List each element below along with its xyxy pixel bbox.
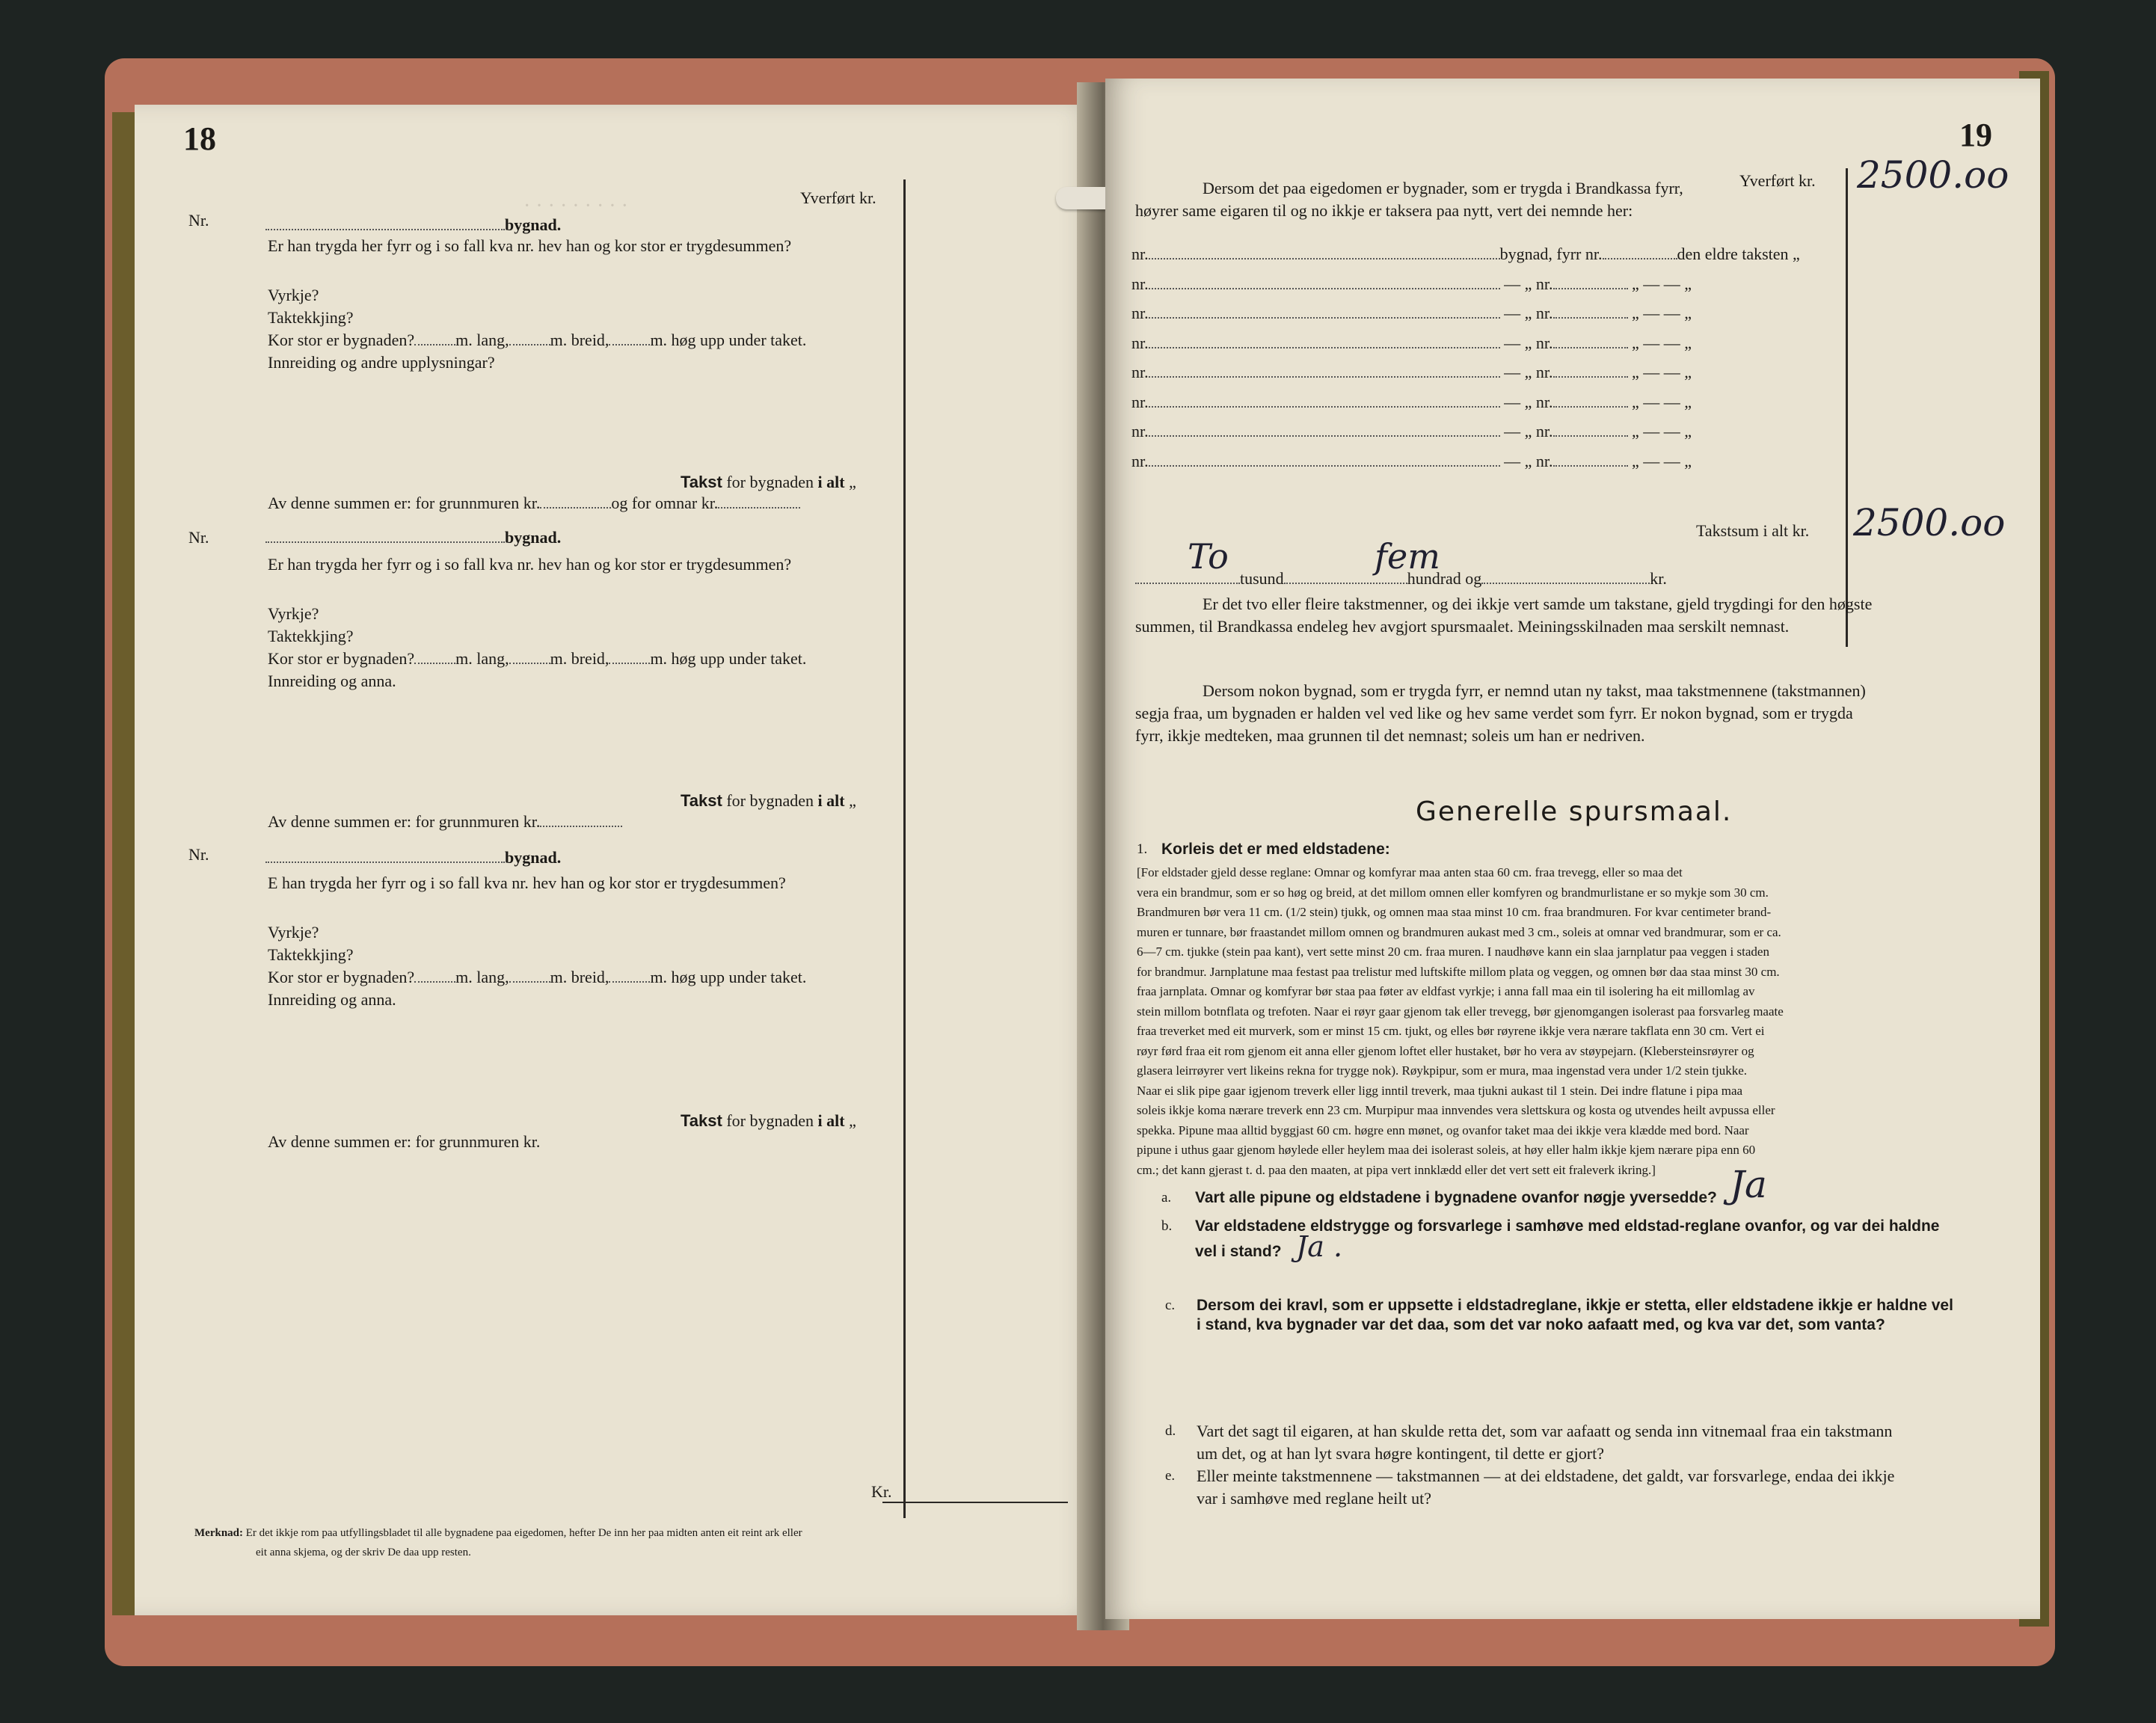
grunnmur-line: Av denne summen er: for grunnmuren kr. [268, 1132, 541, 1151]
page-number: 18 [183, 120, 216, 157]
intro-line-1: Dersom det paa eigedomen er bygnader, som er trygda i Brandkassa fyrr, [1203, 179, 1683, 197]
q1body-line: 6—7 cm. tjukke (stein paa kant), vert sette minst 20 cm. fraa muren. I naudhøve kann ein slaa jarnplatur paa veggen i staden [1137, 945, 1769, 959]
q1body-line: fraa jarnplata. Omnar og komfyrar bør staa paa føter av eldfast vyrkje; i anna fall maa ein til isolering ha eit millomlag av [1137, 984, 1755, 998]
total-kr-label: Kr. [871, 1482, 892, 1501]
vyrkje-label: Vyrkje? [268, 923, 319, 942]
innreiding-label: Innreiding og anna. [268, 990, 396, 1009]
qb-question-line-2: vel i stand? [1195, 1243, 1282, 1260]
q1-label: 1. [1137, 841, 1148, 857]
prior-building-row: nr. — „ nr. „ — — „ [1131, 333, 1692, 352]
amount-column-rule [1846, 168, 1848, 647]
takstsum-label: Takstsum i alt kr. [1696, 521, 1810, 540]
taktekkjing-label: Taktekkjing? [268, 308, 354, 327]
carry-over-amount: 2500.oo [1857, 153, 2009, 197]
size-line: Kor stor er bygnaden? m. lang, m. breid, m. høg upp under taket. [268, 331, 807, 349]
left-page [135, 105, 1099, 1615]
q1body-line: glasera leirrøyrer vert likeins rekna for trygge nok). Røykpipur, som er mura, maa ingenstad vera under 1/2 stein tjukke. [1137, 1063, 1748, 1078]
taktekkjing-label: Taktekkjing? [268, 945, 354, 964]
para1-line: summen, til Brandkassa endeleg hev avgjort spursmaalet. Meiningsskilnaden maa serskilt nemnast. [1135, 617, 1790, 636]
para2-line: segja fraa, um bygnaden er halden vel ved like og hev same verdet som fyrr. Er nokon bygnad, som er trygda [1135, 704, 1853, 722]
merknad-line-2: eit anna skjema, og der skriv De daa upp resten. [256, 1547, 471, 1558]
grunnmur-line: Av denne summen er: for grunnmuren kr. [268, 812, 622, 832]
trygda-question: Er han trygda her fyrr og i so fall kva nr. hev han og kor stor er trygdesummen? [268, 555, 792, 574]
amount-words-line: tusund hundrad og kr. [1135, 569, 1667, 589]
q1body-line: vera ein brandmur, som er so høg og breid, at det millom omnen eller komfyren og brandmurlistane er so mykje som 30 cm. [1137, 885, 1769, 900]
prior-building-row: nr. — „ nr. „ — — „ [1131, 422, 1692, 440]
qa-answer: Ja [1730, 1163, 1767, 1206]
qb-answer: Ja . [1296, 1230, 1343, 1263]
qc-question-line-2: i stand, kva bygnader var det daa, som det var noko aafaatt med, og kva var det, som vanta? [1197, 1316, 1885, 1333]
qc-question-line-1: Dersom dei kravl, som er uppsette i eldstadreglane, ikkje er stetta, eller eldstadene ikkje er haldne vel [1197, 1297, 1953, 1314]
bygnad-field: bygnad. [265, 848, 561, 867]
right-page [1105, 79, 2040, 1619]
nr-label: Nr. [188, 845, 209, 864]
q1body-line: cm.; det kann gjerast t. d. paa den maaten, at pipa vert innklædd eller det vert sett eit fraleverk ikring.] [1137, 1162, 1656, 1177]
qe-question-line-2: var i samhøve med reglane heilt ut? [1197, 1489, 1431, 1508]
q1body-line: røyr førd fraa eit rom gjenom eit anna eller gjenom loftet eller hustaket, bør ho vera av støypejarn. (Klebersteinsrøyrer og [1137, 1043, 1754, 1058]
q1-title: Korleis det er med eldstadene: [1161, 841, 1390, 858]
size-line: Kor stor er bygnaden? m. lang, m. breid, m. høg upp under taket. [268, 968, 807, 986]
qa-question: Vart alle pipune og eldstadene i bygnadene ovanfor nøgje yversedde? [1195, 1189, 1717, 1206]
innreiding-label: Innreiding og anna. [268, 672, 396, 690]
q1body-line: Brandmuren bør vera 11 cm. (1/2 stein) tjukk, og omnen maa staa minst 10 cm. fraa brandmuren. For kvar centimeter brand- [1137, 905, 1772, 919]
total-rule [882, 1502, 1068, 1503]
qe-label: e. [1165, 1468, 1176, 1484]
qb-question-line-1: Var eldstadene eldstrygge og forsvarlege i samhøve med eldstad-reglane ovanfor, og var dei haldne [1195, 1217, 1940, 1235]
amount-column-rule [903, 179, 906, 1518]
intro-line-2: høyrer same eigaren til og no ikkje er taksera paa nytt, vert dei nemnde her: [1135, 201, 1633, 220]
show-through-text: · · · · · · · · · [523, 194, 628, 218]
nr-label: Nr. [188, 528, 209, 547]
qe-question-line-1: Eller meinte takstmennene — takstmannen — at dei eldstadene, det galdt, var forsvarlege, endaa dei ikkje [1197, 1466, 1895, 1485]
q1body-line: pipune i uthus gaar gjenom høylede eller heylem maa dei isolerast soleis, at høy eller halm ikkje kjem nærare pipa enn 60 [1137, 1143, 1756, 1157]
q1body-line: Naar ei slik pipe gaar igjenom treverk eller ligg inntil treverk, maa tjukni aukast til 1 stein. Dei indre flatune i pipa maa [1137, 1083, 1743, 1098]
para1-line: Er det tvo eller fleire takstmenner, og dei ikkje vert samde um takstane, gjeld trygdingi for den høgste [1203, 595, 1873, 613]
q1body-line: muren er tunnare, bør fraastandet millom omnen og brandmuren aukast med 3 cm., soleis at omnar ved brandmurar, som er ca. [1137, 924, 1781, 939]
prior-building-row: nr. — „ nr. „ — — „ [1131, 363, 1692, 381]
q1body-line: stein millom botnflata og trefoten. Naar ei røyr gaar gjenom tak eller trevegg, bør gjenomgangen isolerast paa forsvarleg maate [1137, 1004, 1784, 1019]
q1body-line: for brandmur. Jarnplatune maa festast paa trelistur med luftskifte millom plata og veggen, og omnen bør daa staa minst 30 cm. [1137, 964, 1780, 979]
amount-words-tusund: To [1188, 536, 1229, 577]
nr-label: Nr. [188, 211, 209, 230]
prior-building-row: nr. bygnad, fyrr nr. den eldre taksten „ [1131, 245, 1800, 263]
takst-line: Takst for bygnaden i alt „ [681, 473, 856, 491]
qa-label: a. [1161, 1190, 1172, 1206]
innreiding-label: Innreiding og andre upplysningar? [268, 353, 495, 372]
qc-label: c. [1165, 1297, 1176, 1313]
amount-words-hundrad: fem [1375, 536, 1440, 577]
q1body-line: spekka. Pipune maa alltid byggjast 60 cm. høgre enn mønet, og ovanfor taket maa dei ikkje vera klædde med bord. Naar [1137, 1122, 1749, 1137]
merknad-line-1: Merknad: Er det ikkje rom paa utfyllingsbladet til alle bygnadene paa eigedomen, hefter De inn her paa midten anten eit reint ark eller [194, 1527, 802, 1539]
section-heading: Generelle spursmaal. [1416, 796, 1733, 827]
size-line: Kor stor er bygnaden? m. lang, m. breid, m. høg upp under taket. [268, 649, 807, 668]
q1body-line: soleis ikkje koma nærare treverk enn 23 cm. Murpipur maa innvendes vera slettskura og kosta og utvendes heilt avpussa eller [1137, 1103, 1775, 1117]
carry-over-label: Yverført kr. [800, 188, 876, 207]
q1body-line: fraa treverket med eit murverk, som er minst 15 cm. tjukt, og elles bør røyrene ikkje vera nærare takflata enn 30 cm. Vert ei [1137, 1024, 1765, 1038]
prior-building-row: nr. — „ nr. „ — — „ [1131, 274, 1692, 293]
para2-line: Dersom nokon bygnad, som er trygda fyrr, er nemnd utan ny takst, maa takstmennene (takstmannen) [1203, 681, 1866, 700]
qb-label: b. [1161, 1218, 1173, 1234]
prior-building-row: nr. — „ nr. „ — — „ [1131, 304, 1692, 322]
qd-question-line-2: um det, og at han lyt svara høgre kontingent, til dette er gjort? [1197, 1444, 1604, 1463]
prior-building-row: nr. — „ nr. „ — — „ [1131, 451, 1692, 470]
bygnad-field: bygnad. [265, 215, 561, 235]
vyrkje-label: Vyrkje? [268, 286, 319, 304]
qd-question-line-1: Vart det sagt til eigaren, at han skulde retta det, som var aafaatt og senda inn vitnemaal fraa ein takstmann [1197, 1422, 1893, 1440]
para2-line: fyrr, ikkje medteken, maa grunnen til det nemnast; soleis um han er nedriven. [1135, 726, 1645, 745]
qd-label: d. [1165, 1423, 1176, 1439]
grunnmur-line: Av denne summen er: for grunnmuren kr. og for omnar kr. [268, 494, 800, 513]
taktekkjing-label: Taktekkjing? [268, 627, 354, 645]
q1body-line: [For eldstader gjeld desse reglane: Omnar og komfyrar maa anten staa 60 cm. fraa trevegg, eller so maa det [1137, 865, 1683, 879]
takst-line: Takst for bygnaden i alt „ [681, 791, 856, 810]
vyrkje-label: Vyrkje? [268, 604, 319, 623]
bygnad-field: bygnad. [265, 528, 561, 547]
prior-building-row: nr. — „ nr. „ — — „ [1131, 392, 1692, 411]
carry-over-label: Yverført kr. [1739, 171, 1816, 190]
trygda-question: E han trygda her fyrr og i so fall kva nr. hev han og kor stor er trygdesummen? [268, 873, 786, 892]
takstsum-amount: 2500.oo [1853, 501, 2006, 544]
page-number: 19 [1959, 117, 1992, 153]
trygda-question: Er han trygda her fyrr og i so fall kva nr. hev han og kor stor er trygdesummen? [268, 236, 792, 255]
takst-line: Takst for bygnaden i alt „ [681, 1111, 856, 1130]
